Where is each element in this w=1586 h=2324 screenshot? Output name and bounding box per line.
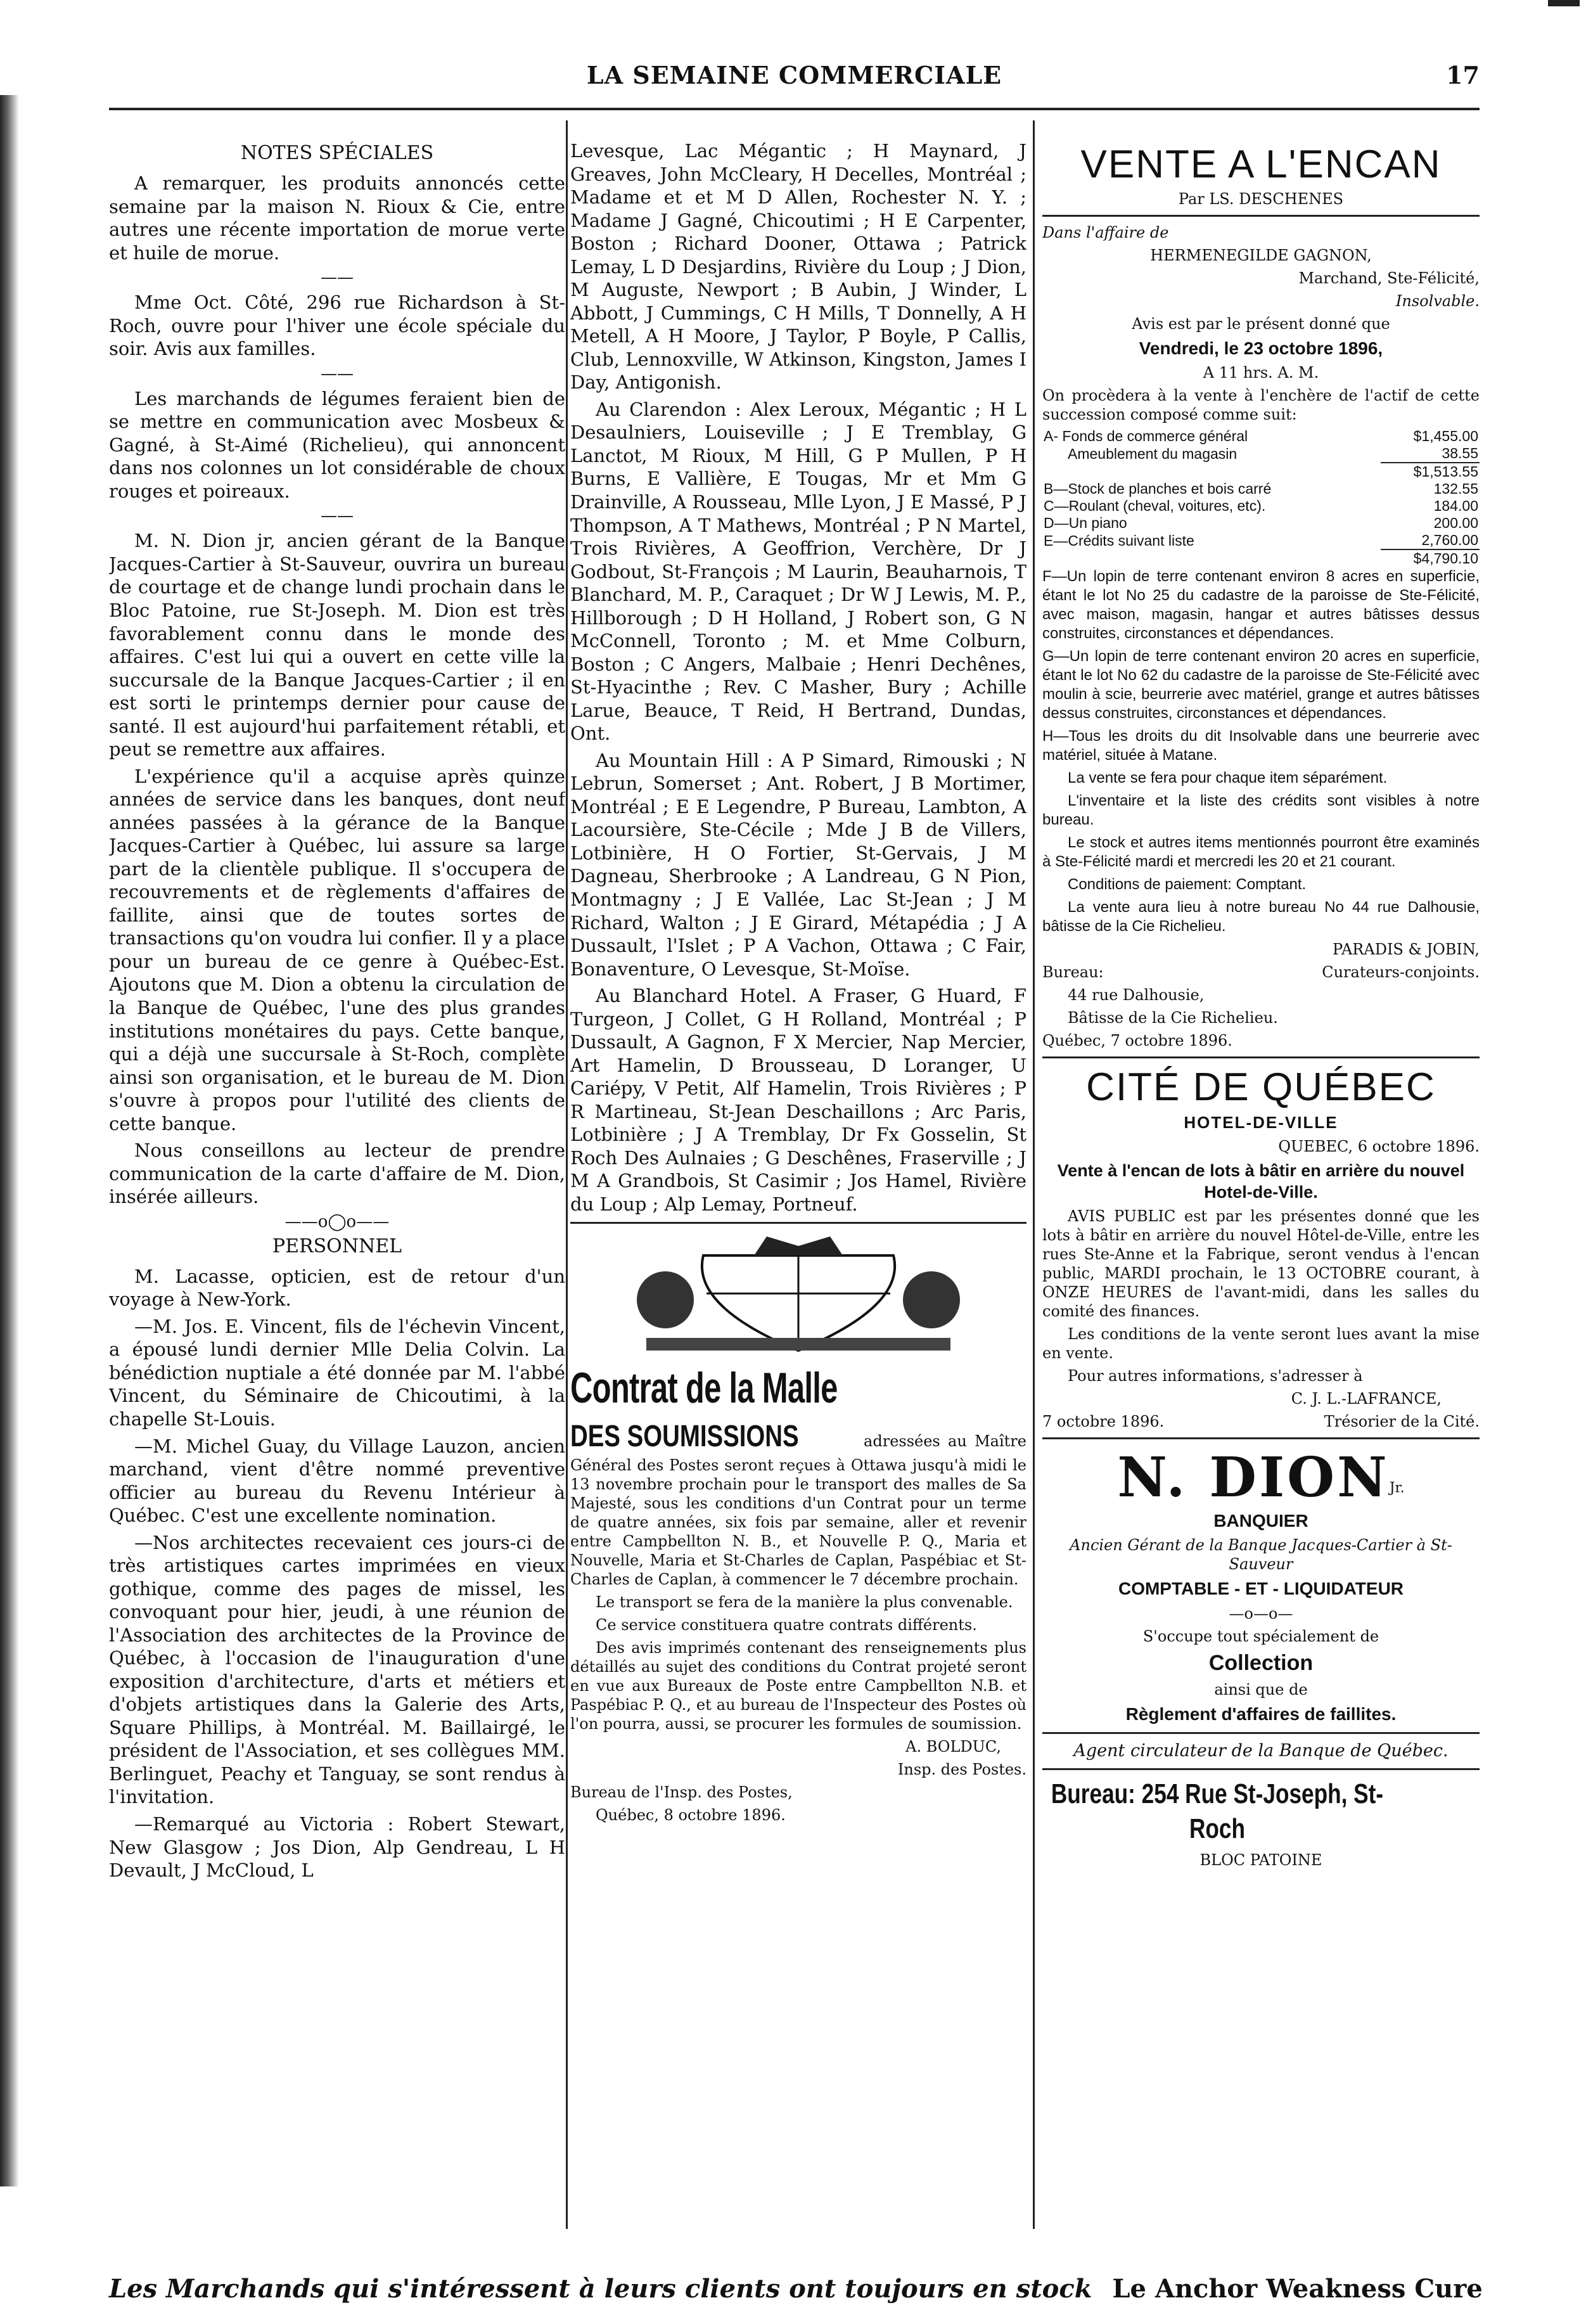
encan-debtor-status: Insolvable. xyxy=(1395,292,1480,310)
encan-address: Bâtisse de la Cie Richelieu. xyxy=(1068,1009,1278,1027)
encan-firm-role: Curateurs-conjoints. xyxy=(1322,963,1480,982)
dion-former: Ancien Gérant de la Banque Jacques-Cartier à St-Sauveur xyxy=(1070,1536,1452,1574)
item-label xyxy=(1042,549,1381,567)
item-label xyxy=(1042,463,1381,480)
item-value: 200.00 xyxy=(1433,515,1478,532)
section-rule xyxy=(1042,1768,1480,1770)
dion-reglement: Règlement d'affaires de faillites. xyxy=(1125,1704,1397,1724)
dion-header xyxy=(1042,1446,1480,1510)
dion-comptable: COMPTABLE - ET - LIQUIDATEUR xyxy=(1118,1579,1404,1599)
arrivals-paragraph: Au Blanchard Hotel. A Fraser, G Huard, F Turgeon, J Collet, G H Rolland, Montréal ; P Dussault, A Gagnon, F X Mercier, Nap Mercier, Art Hamelin, D Brousseau, D Loranger, U Cariépy, V Petit, Alf Hamelin, Trois Rivières ; P R Martineau, St-Jean Deschaillons ; Arc Paris, Lotbinière ; J A Tremblay, Dr Fx Gosselin, St Roch Des Aulnaies ; G Deschênes, Fraserville ; J M A Grandbois, St Casimir ; Jos Hamel, Rivière du Loup ; Alp Lemay, Portneuf. xyxy=(570,985,1026,1215)
dion-agent: Agent circulateur de la Banque de Québec. xyxy=(1073,1740,1449,1761)
scan-mark xyxy=(1548,0,1580,6)
malle-signer-title: Insp. des Postes. xyxy=(897,1761,1026,1779)
encan-intro: On procèdera à la vente à l'enchère de l'actif de cette succession composé comme suit: xyxy=(1042,387,1480,424)
item-label: B—Stock de planches et bois carré xyxy=(1044,480,1272,498)
footer-line xyxy=(109,2274,1483,2304)
table-row xyxy=(1042,480,1480,498)
malle-lead: adressées au Maître Général des Postes seront reçues à Ottawa jusqu'à midi le 13 novembre prochain pour le transport des malles de Sa Majesté, sous les conditions d'un Contrat pour un terme de quatre années, six fois par semaine, aller et revenir entre Campbellton N. B., et Nouvelle P. Q., Maria et Nouvelle, Maria et St-Charles de Caplan, Paspébiac et St-Charles de Caplan, à commencer le 7 décembre prochain. xyxy=(570,1432,1026,1589)
encan-lot: F—Un lopin de terre contenant environ 8 acres en superficie, étant le lot No 25 du cadastre de la paroisse de Ste-Félicité, avec maison, magasin, hangar et autres bâtisses dessus construites, circonstances et dépendances. xyxy=(1042,568,1480,643)
table-row xyxy=(1042,445,1480,463)
cite-title: CITÉ DE QUÉBEC xyxy=(1086,1065,1436,1110)
item-label: A- Fonds de commerce général xyxy=(1044,428,1248,445)
column-3 xyxy=(1042,139,1480,2229)
personnel-paragraph: M. Lacasse, opticien, est de retour d'un voyage à New-York. xyxy=(109,1265,565,1311)
cite-signer-title: Trésorier de la Cité. xyxy=(1324,1413,1480,1431)
notes-paragraph: L'expérience qu'il a acquise après quinze années de service dans les banques, dont neuf années passées à la gérance de la Banque Jacques-Cartier à Québec, lui assure sa large part de la clientèle publique. Il s'occupera de recouvrements et de règlements d'affaires de faillite, ainsi que de toutes sortes de transactions qu'on voudra lui confier. Il y a place pour un bureau de ce genre à Québec-Est. Ajoutons que M. Dion a obtenu la circulation de la Banque de Québec, l'une des plus grandes institutions monétaires du pays. Cette banque, qui a déjà une succursale à St-Roch, complète ainsi son organisation, et le bureau de M. Dion s'ouvre à propos pour l'utilité des clients de cette banque. xyxy=(109,765,565,1134)
arrivals-paragraph: Au Clarendon : Alex Leroux, Mégantic ; H L Desaulniers, Louiseville ; J E Tremblay, G Lanctot, M Rioux, M Hill, G P Mullen, P H Burns, E Vallière, E Tougas, Mr et Mm G Drainville, A Rousseau, Mlle Lyon, J E Massé, P J Thompson, A T Mathews, Montréal ; P N Martel, Trois Rivières, A Geoffrion, Verchère, Dr J Godbout, St-François ; M Laurin, Beauharnois, T Blanchard, M. P., Caraquet ; Dr W J Lewis, M. P., Hillborough ; D H Holland, J Robert son, G N McConnell, Toronto ; M. et Mme Colburn, Boston ; C Angers, Malbaie ; Henri Dechênes, St-Hyacinthe ; Rev. C Masher, Bury ; Achille Larue, Beauce, T Reid, H Bertrand, Dundas, Ont. xyxy=(570,398,1026,745)
personnel-paragraph: —Remarqué au Victoria : Robert Stewart, New Glasgow ; Jos Dion, Alp Gendreau, L H Devault, J McCloud, L xyxy=(109,1813,565,1882)
item-value: 38.55 xyxy=(1442,445,1478,462)
section-rule xyxy=(1042,1732,1480,1734)
personnel-paragraph: —M. Michel Guay, du Village Lauzon, ancien marchand, vient d'être nommé preventive officier au bureau du Revenu Intérieur à Québec. C'est une excellente nomination. xyxy=(109,1435,565,1527)
encan-lot: G—Un lopin de terre contenant environ 20 acres en superficie, étant le lot No 62 du cadastre de la paroisse de Ste-Félicité avec moulin à scie, beurrerie avec matériel, grange et autres bâtisses dessus construites, circonstances et dépendances. xyxy=(1042,648,1480,722)
cite-body: AVIS PUBLIC est par les présentes donné que les lots à bâtir en arrière du nouvel Hôtel-de-Ville, entre les rues Ste-Anne et la Fabrique, seront vendus à l'encan public, MARDI prochain, le 13 OCTOBRE courant, à ONZE HEURES de l'avant-midi, dans les salles du comité des finances. xyxy=(1042,1207,1480,1321)
encan-note: La vente aura lieu à notre bureau No 44 rue Dalhousie, bâtisse de la Cie Richelieu. xyxy=(1042,899,1480,935)
encan-notice: Avis est par le présent donné que xyxy=(1132,315,1390,333)
encan-debtor-name: HERMENEGILDE GAGNON, xyxy=(1150,247,1372,264)
malle-date: Québec, 8 octobre 1896. xyxy=(596,1806,786,1825)
item-label: Ameublement du magasin xyxy=(1068,445,1237,462)
section-rule xyxy=(1042,1056,1480,1058)
encan-title: VENTE A L'ENCAN xyxy=(1080,143,1442,186)
item-label: E—Crédits suivant liste xyxy=(1044,532,1194,549)
cite-hotel: HOTEL-DE-VILLE xyxy=(1184,1113,1338,1133)
notes-paragraph: Nous conseillons au lecteur de prendre communication de la carte d'affaire de M. Dion, insérée ailleurs. xyxy=(109,1140,565,1208)
malle-title: Contrat de la Malle xyxy=(570,1364,838,1413)
short-rule: —— xyxy=(321,268,354,288)
column-divider xyxy=(1033,120,1035,2229)
table-row xyxy=(1042,532,1480,549)
cite-date: QUEBEC, 6 octobre 1896. xyxy=(1278,1138,1480,1156)
cite-headline: Vente à l'encan de lots à bâtir en arrière du nouvel Hotel-de-Ville. xyxy=(1057,1161,1465,1202)
encan-lot: H—Tous les droits du dit Insolvable dans une beurrerie avec matériel, située à Matane. xyxy=(1042,728,1480,764)
encan-affaire: Dans l'affaire de xyxy=(1042,224,1169,241)
item-value: 2,760.00 xyxy=(1421,532,1478,549)
encan-firm: PARADIS & JOBIN, xyxy=(1333,941,1480,959)
malle-signer: A. BOLDUC, xyxy=(905,1738,1001,1756)
malle-subtitle: DES SOUMISSIONS xyxy=(570,1420,799,1454)
cite-paragraph: Pour autres informations, s'adresser à xyxy=(1068,1367,1363,1385)
section-rule xyxy=(1042,1437,1480,1439)
notes-heading: NOTES SPÉCIALES xyxy=(240,142,434,164)
table-row xyxy=(1042,549,1480,567)
personnel-paragraph: —Nos architectes recevaient ces jours-ci de très artistiques cartes imprimées en vieux gothique, comme des pages de missel, les convoquant pour hier, jeudi, à une réunion de l'Association des architectes de la Province de Québec, à l'occasion de l'inauguration d'une exposition d'architecture, d'arts et métiers et d'objets artistiques dans la Galerie des Arts, Square Phillips, à Montréal. M. Baillairgé, le président de l'Association, et ses collègues MM. Berlinguet, Peachy et Tanguay, se sont rendus à l'invitation. xyxy=(109,1531,565,1808)
encan-city-date: Québec, 7 octobre 1896. xyxy=(1042,1032,1232,1050)
encan-auctioneer: Par LS. DESCHENES xyxy=(1178,190,1344,208)
notes-paragraph: M. N. Dion jr, ancien gérant de la Banque Jacques-Cartier à St-Sauveur, ouvrira un bureau de courtage et de change lundi prochain dans le Bloc Patoine, rue St-Joseph. M. Dion est très favorablement connu dans le monde des affaires. C'est lui qui a ouvert en cette ville la succursale de la Banque Jacques-Cartier ; il en est sorti le printemps dernier pour cause de santé. Il est aujourd'hui parfaitement rétabli, et peut se remettre aux affaires. xyxy=(109,530,565,761)
table-row xyxy=(1042,463,1480,480)
arrivals-paragraph: Au Mountain Hill : A P Simard, Rimouski ; N Lebrun, Somerset ; Ant. Robert, J B Mortimer, Montréal ; E E Legendre, P Bureau, Lambton, A Lacoursière, Ste-Cécile ; Mde J B de Villers, Lotbinière, H O Fortier, St-Gervais, J M Dagneau, Sherbrooke ; A Landreau, G N Pion, Montmagny ; J E Vallée, Lac St-Jean ; J M Richard, Walton ; J E Girard, Métapédia ; J A Dussault, l'Islet ; P A Vachon, Ottawa ; C Fair, Bonaventure, O Levesque, St-Moïse. xyxy=(570,749,1026,980)
dion-occupe: S'occupe tout spécialement de xyxy=(1142,1627,1379,1645)
column-1 xyxy=(109,139,565,2229)
dion-name: N. DION xyxy=(1117,1446,1390,1510)
encan-note: La vente se fera pour chaque item séparément. xyxy=(1068,769,1388,787)
item-value: 184.00 xyxy=(1433,498,1478,515)
masthead xyxy=(109,61,1480,99)
dion-separator: —o—o— xyxy=(1229,1604,1293,1622)
item-label: D—Un piano xyxy=(1044,515,1127,532)
short-rule: —— xyxy=(321,506,354,526)
item-value: $1,513.55 xyxy=(1381,463,1480,480)
dion-suffix: Jr. xyxy=(1389,1480,1405,1496)
scan-edge-shadow xyxy=(0,95,19,2186)
short-rule: —— xyxy=(321,364,354,383)
item-value: $4,790.10 xyxy=(1381,549,1480,567)
malle-paragraph: Le transport se fera de la manière la plus convenable. xyxy=(596,1593,1013,1612)
malle-office: Bureau de l'Insp. des Postes, xyxy=(570,1783,793,1802)
table-row xyxy=(1042,428,1480,445)
table-row xyxy=(1042,515,1480,532)
cite-paragraph: Les conditions de la vente seront lues avant la mise en vente. xyxy=(1042,1325,1480,1363)
notes-paragraph: Les marchands de légumes feraient bien de se mettre en communication avec Mosbeux & Gagné, à St-Aimé (Richelieu), qui annoncent dans nos colonnes un lot considérable de choux rouges et poireaux. xyxy=(109,387,565,502)
item-label: C—Roulant (cheval, voitures, etc). xyxy=(1044,498,1266,515)
section-rule xyxy=(570,1222,1026,1224)
column-2 xyxy=(570,139,1026,2229)
cite-date2: 7 octobre 1896. xyxy=(1042,1413,1165,1431)
cite-signer: C. J. L.-LAFRANCE, xyxy=(1291,1390,1442,1408)
dion-bureau: Bureau: 254 Rue St-Joseph, St-Roch xyxy=(1051,1778,1384,1845)
table-row xyxy=(1042,498,1480,515)
royal-coat-of-arms-icon xyxy=(608,1230,988,1357)
encan-address: 44 rue Dalhousie, xyxy=(1068,986,1205,1005)
publication-title: LA SEMAINE COMMERCIALE xyxy=(586,61,1002,89)
dion-bloc: BLOC PATOINE xyxy=(1199,1851,1322,1869)
ornament-separator: ——o◯o—— xyxy=(285,1212,390,1231)
item-value: 132.55 xyxy=(1433,480,1478,498)
encan-inventory-table xyxy=(1042,428,1480,567)
footer-left: Les Marchands qui s'intéressent à leurs clients ont toujours en stock xyxy=(109,2274,1092,2304)
arrivals-paragraph: Levesque, Lac Mégantic ; H Maynard, J Greaves, John McCleary, H Decelles, Montréal ; Madame et et M D Allen, Rochester N. Y. ; Madame J Gagné, Chicoutimi ; H E Carpenter, Boston ; Richard Dooner, Ottawa ; Patrick Lemay, L D Desjardins, Rivière du Loup ; J Dion, M Auguste, Newport ; B Aubin, J Winder, L Abbott, J Cummings, C H Mills, T Donnelly, A H Metell, A H Moore, J Taylor, P Boyle, P Callis, Club, Lennoxville, W Atkinson, Kingston, James I Day, Antigonish. xyxy=(570,140,1026,394)
page-number: 17 xyxy=(1446,61,1480,89)
footer-right: Le Anchor Weakness Cure xyxy=(1112,2274,1483,2304)
malle-paragraph: Des avis imprimés contenant des renseignements plus détaillés au sujet des conditions du Contrat projeté seront en vue aux Bureaux de Poste entre Campbellton N.B. et Paspébiac P. Q., et au bureau de l'Inspecteur des Postes où l'on pourra, aussi, se procurer les formules de soumission. xyxy=(570,1639,1026,1733)
encan-date: Vendredi, le 23 octobre 1896, xyxy=(1139,338,1383,358)
column-divider xyxy=(566,120,568,2229)
encan-note: Conditions de paiement: Comptant. xyxy=(1068,876,1307,894)
masthead-rule xyxy=(109,108,1480,110)
encan-debtor-role: Marchand, Ste-Félicité, xyxy=(1298,269,1480,287)
section-rule xyxy=(1042,215,1480,217)
malle-paragraph: Ce service constituera quatre contrats différents. xyxy=(596,1616,977,1634)
notes-paragraph: Mme Oct. Côté, 296 rue Richardson à St-Roch, ouvre pour l'hiver une école spéciale du soir. Avis aux familles. xyxy=(109,292,565,360)
personnel-heading: PERSONNEL xyxy=(272,1235,402,1257)
notes-paragraph: A remarquer, les produits annoncés cette semaine par la maison N. Rioux & Cie, entre autres une récente importation de morue verte et huile de morue. xyxy=(109,172,565,264)
encan-bureau-label: Bureau: xyxy=(1042,963,1104,982)
encan-time: A 11 hrs. A. M. xyxy=(1203,364,1319,382)
dion-ainsi: ainsi que de xyxy=(1214,1681,1308,1699)
encan-note: L'inventaire et la liste des crédits sont visibles à notre bureau. xyxy=(1042,792,1480,829)
dion-collection: Collection xyxy=(1208,1650,1314,1675)
personnel-paragraph: —M. Jos. E. Vincent, fils de l'échevin Vincent, a épousé lundi dernier Mlle Delia Colvin. La bénédiction nuptiale a été donnée par M. l'abbé Vincent, du Séminaire de Chicoutimi, à la chapelle St-Louis. xyxy=(109,1315,565,1430)
dion-role: BANQUIER xyxy=(1213,1511,1308,1531)
encan-note: Le stock et autres items mentionnés pourront être examinés à Ste-Félicité mardi et mercredi les 20 et 21 courant. xyxy=(1042,834,1480,871)
item-value: $1,455.00 xyxy=(1413,428,1478,445)
